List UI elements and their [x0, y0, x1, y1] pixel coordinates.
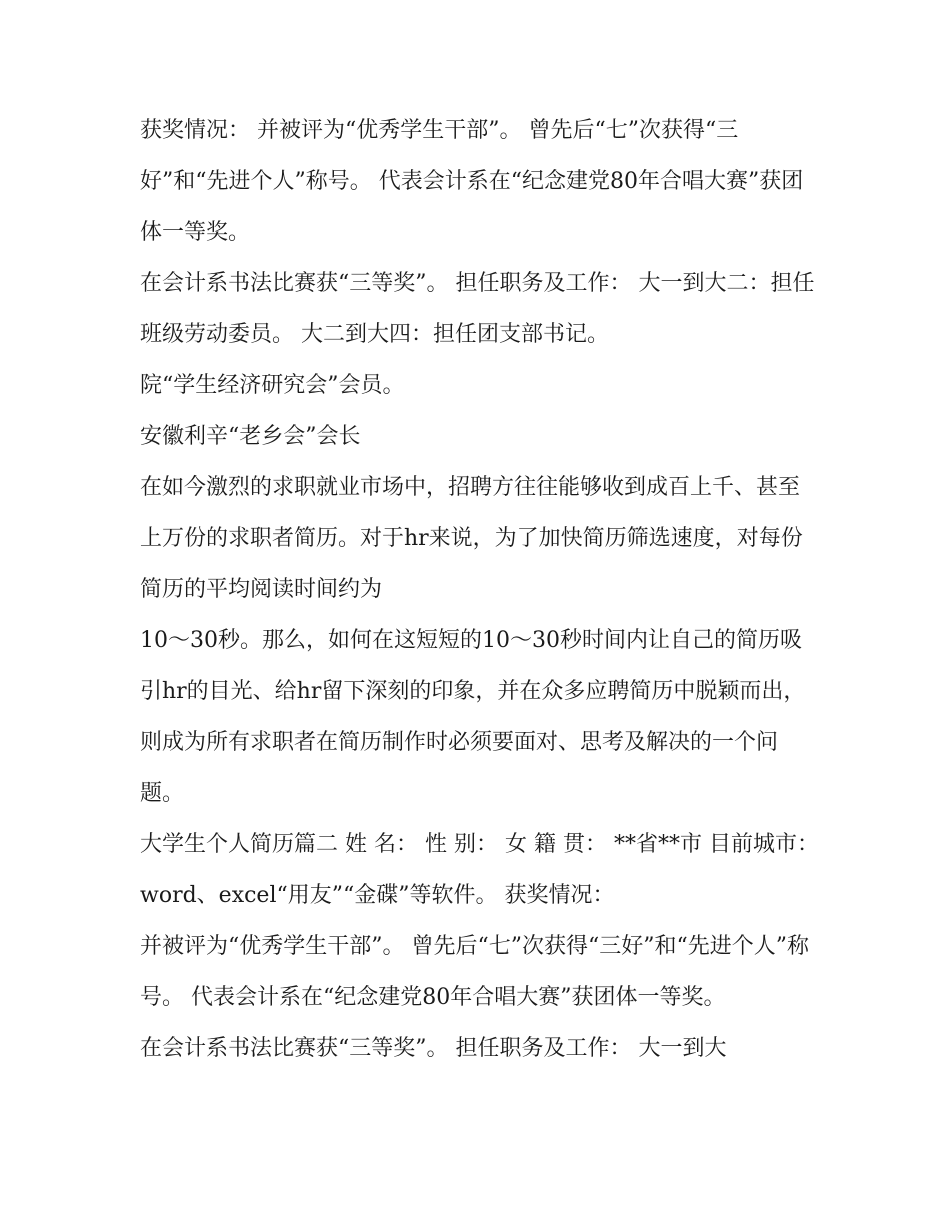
- paragraph-hometown-association: 安徽利辛“老乡会”会长: [140, 424, 361, 449]
- paragraph-job-market: 在如今激烈的求职就业市场中，招聘方往往能够收到成百上千、甚至上万份的求职者简历。对于hr来说，为了加快简历筛选速度，对每份简历的平均阅读时间约为: [140, 475, 803, 602]
- paragraph-awards-repeat: 并被评为“优秀学生干部”。 曾先后“七”次获得“三好”和“先进个人”称号。 代表会计系在“纪念建党80年合唱大赛”获团体一等奖。: [140, 934, 809, 1010]
- document-body: [140, 105, 820, 1074]
- paragraph-awards: 获奖情况： 并被评为“优秀学生干部”。 曾先后“七”次获得“三好”和“先进个人”称号。 代表会计系在“纪念建党80年合唱大赛”获团体一等奖。: [140, 118, 804, 245]
- paragraph-economics-society: 院“学生经济研究会”会员。: [140, 373, 405, 398]
- paragraph-calligraphy-positions: 在会计系书法比赛获“三等奖”。 担任职务及工作： 大一到大二：担任班级劳动委员。 大二到大四：担任团支部书记。: [140, 271, 815, 347]
- paragraph-calligraphy-repeat: 在会计系书法比赛获“三等奖”。 担任职务及工作： 大一到大: [140, 1036, 727, 1061]
- paragraph-resume-tips: 10～30秒。那么，如何在这短短的10～30秒时间内让自己的简历吸引hr的目光、给hr留下深刻的印象，并在众多应聘简历中脱颖而出，则成为所有求职者在简历制作时必须要面对、思考及解决的一个问题。: [140, 628, 806, 806]
- paragraph-resume-two-header: 大学生个人简历篇二 姓 名： 性 别： 女 籍 贯： **省**市 目前城市：word、excel“用友”“金碟”等软件。 获奖情况：: [140, 832, 819, 908]
